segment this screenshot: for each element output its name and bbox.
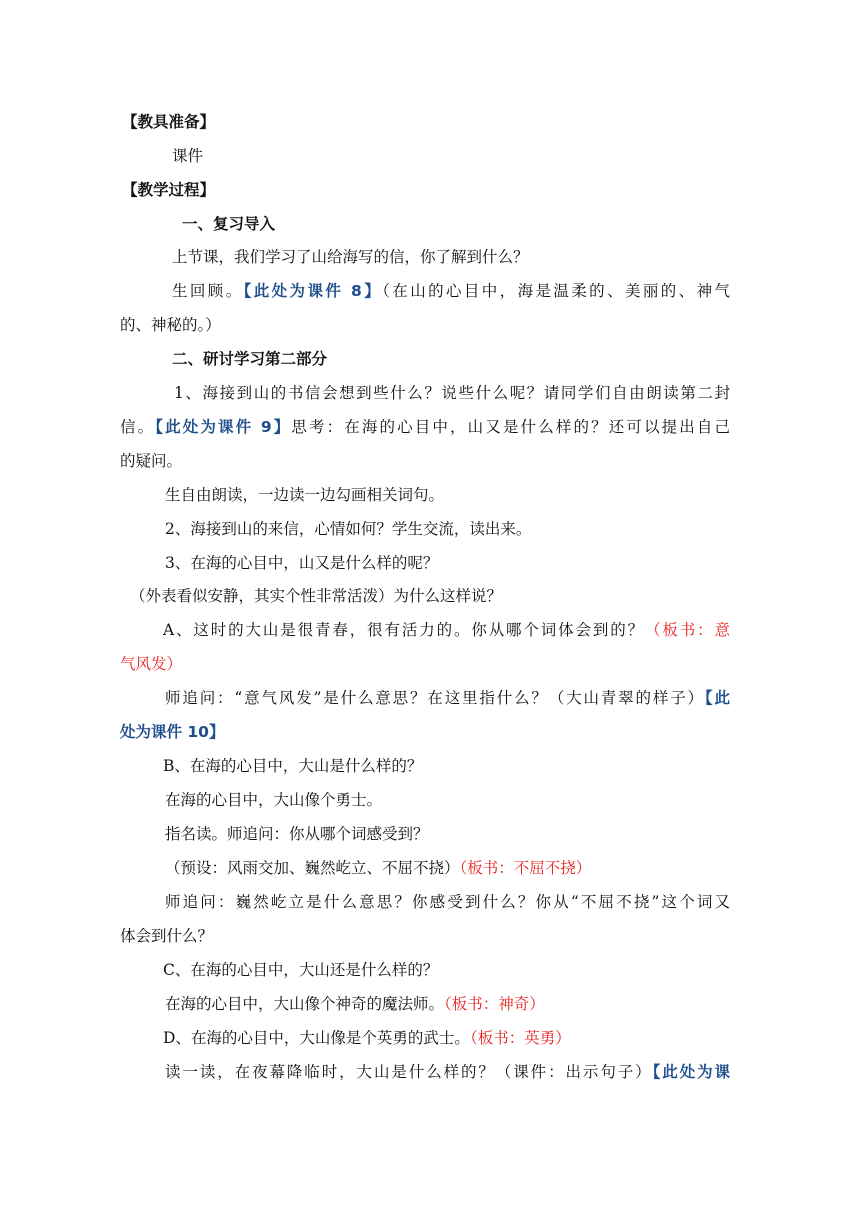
text-span: 读一读，在夜幕降临时，大山是什么样的？（课件：出示句子） <box>165 1063 653 1081</box>
text-span: D、在海的心目中，大山像是个英勇的武士。 <box>163 1029 470 1047</box>
text-line <box>172 280 730 302</box>
section-heading-materials: 【教具准备】 <box>122 113 216 131</box>
board-note: 气风发） <box>120 655 183 673</box>
text-line: 师追问：巍然屹立是什么意思？你感受到什么？你从“不屈不挠”这个词又 <box>165 893 730 911</box>
text-line: 体会到什么？ <box>120 927 214 945</box>
text-span: 思考：在海的心目中，山又是什么样的？还可以提出自己 <box>291 418 730 436</box>
section-heading-process: 【教学过程】 <box>122 181 216 199</box>
text-line <box>165 993 545 1015</box>
subheading-review: 一、复习导入 <box>182 215 276 233</box>
text-line: C、在海的心目中，大山还是什么样的？ <box>163 961 439 979</box>
text-line <box>120 416 730 438</box>
text-line: 的、神秘的。） <box>120 316 221 334</box>
text-line <box>163 1027 571 1049</box>
text-line: B、在海的心目中，大山是什么样的？ <box>163 757 423 775</box>
text-line <box>163 619 730 641</box>
courseware-ref: 【此处为课 <box>652 1063 730 1081</box>
text-span: 在海的心目中，大山像个神奇的魔法师。 <box>165 995 445 1013</box>
text-span: 生回顾。 <box>172 282 244 300</box>
text-line: 1、海接到山的书信会想到些什么？说些什么呢？请同学们自由朗读第二封 <box>174 384 730 402</box>
text-line: 上节课，我们学习了山给海写的信，你了解到什么？ <box>172 248 529 266</box>
text-span: A、这时的大山是很青春，很有活力的。你从哪个词体会到的？ <box>163 621 646 639</box>
text-line <box>165 1061 730 1083</box>
board-note: （板书：意 <box>645 621 730 639</box>
subheading-study-part-two: 二、研讨学习第二部分 <box>172 350 328 368</box>
text-line: 2、海接到山的来信，心情如何？学生交流，读出来。 <box>165 520 532 538</box>
text-span: 师追问：“意气风发”是什么意思？在这里指什么？（大山青翠的样子） <box>165 689 705 707</box>
text-line: 3、在海的心目中，山又是什么样的呢？ <box>165 554 439 572</box>
text-line: 指名读。师追问：你从哪个词感受到？ <box>165 825 429 843</box>
courseware-ref: 【此处为课件 9】 <box>155 418 292 436</box>
courseware-ref: 处为课件 10】 <box>120 723 225 741</box>
text-line: （外表看似安静，其实个性非常活泼）为什么这样说？ <box>130 587 503 605</box>
courseware-ref: 【此处为课件 8】 <box>243 282 383 300</box>
text-line: 课件 <box>172 147 204 165</box>
text-span: （在山的心目中，海是温柔的、美丽的、神气 <box>382 282 730 300</box>
text-line <box>165 687 730 709</box>
text-line <box>165 857 591 879</box>
board-note: （板书：神奇） <box>444 995 545 1013</box>
text-line: 在海的心目中，大山像个勇士。 <box>165 791 383 809</box>
text-span: （预设：风雨交加、巍然屹立、不屈不挠） <box>165 859 460 877</box>
board-note: （板书：不屈不挠） <box>459 859 592 877</box>
text-span: 信。 <box>120 418 156 436</box>
text-line: 生自由朗读，一边读一边勾画相关词句。 <box>165 486 445 504</box>
board-note: （板书：英勇） <box>469 1029 571 1047</box>
courseware-ref: 【此 <box>704 689 730 707</box>
text-line: 的疑问。 <box>120 452 183 470</box>
